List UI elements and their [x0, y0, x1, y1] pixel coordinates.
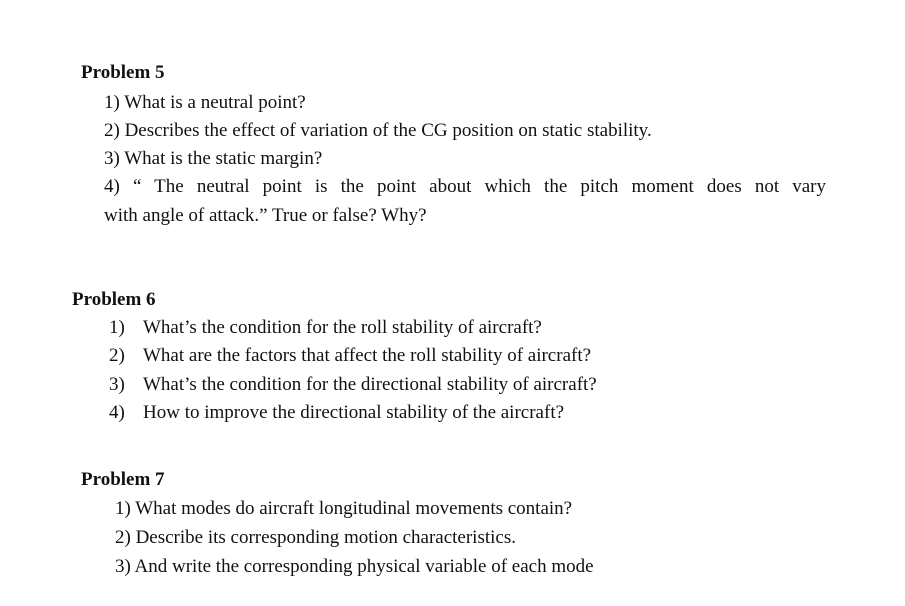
problem-6-item-3: [109, 373, 597, 397]
list-number: 4): [109, 402, 125, 423]
list-number: 2): [109, 345, 125, 366]
list-text: How to improve the directional stability of the aircraft?: [143, 402, 565, 423]
problem-6-item-1: [109, 316, 542, 340]
list-number: 1): [109, 317, 125, 338]
problem-5-item-4-continued: with angle of attack.” True or false? Why?: [104, 205, 427, 226]
problem-6-title: Problem 6: [72, 289, 156, 310]
problem-6-item-2: [109, 344, 591, 368]
problem-7-title: Problem 7: [81, 469, 165, 490]
problem-5-item-3: 3) What is the static margin?: [104, 148, 323, 169]
list-text: What are the factors that affect the roll stability of aircraft?: [143, 345, 592, 366]
list-number: 3): [109, 374, 125, 395]
problem-5-title: Problem 5: [81, 62, 165, 83]
problem-7-item-3: 3) And write the corresponding physical variable of each mode: [115, 556, 594, 577]
list-text: What’s the condition for the roll stability of aircraft?: [143, 317, 542, 338]
problem-5-item-4: 4) “ The neutral point is the point about which the pitch moment does not vary: [104, 176, 826, 197]
problem-5-item-1: 1) What is a neutral point?: [104, 92, 306, 113]
problem-6-item-4: [109, 401, 564, 425]
problem-7-item-1: 1) What modes do aircraft longitudinal movements contain?: [115, 498, 573, 519]
list-text: What’s the condition for the directional stability of aircraft?: [143, 374, 597, 395]
problem-7-item-2: 2) Describe its corresponding motion characteristics.: [115, 527, 516, 548]
problem-5-item-2: 2) Describes the effect of variation of the CG position on static stability.: [104, 120, 652, 141]
